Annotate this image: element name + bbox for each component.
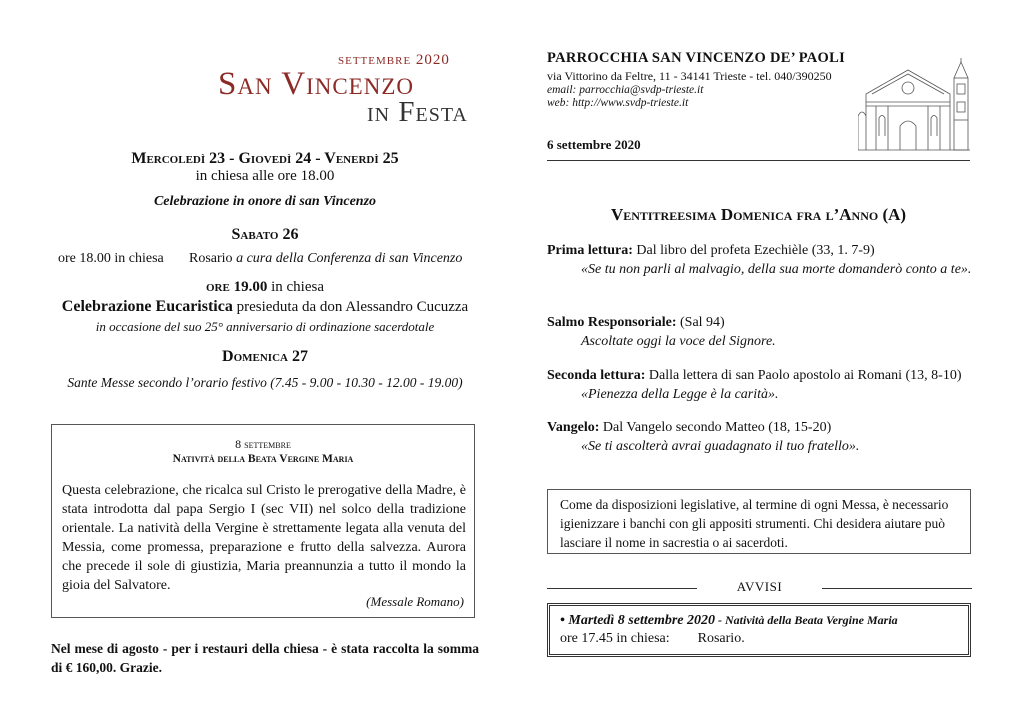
avviso-title <box>560 611 958 630</box>
gospel-label: Vangelo: <box>547 420 600 435</box>
avviso-event-title: - Natività della Beata Vergine Maria <box>715 613 898 627</box>
second-reading-quote: «Pienezza della Legge è la carità». <box>581 387 779 402</box>
ore-time: 19.00 <box>233 279 268 295</box>
parish-name: PARROCCHIA SAN VINCENZO DE’ PAOLI <box>547 50 846 66</box>
ore-label: ore <box>206 279 230 295</box>
avvisi-heading: AVVISI <box>736 579 783 594</box>
nativity-body: Questa celebrazione, che ricalca sul Cristo le prerogative della Madre, è stata introdotta dal papa Sergio I (sec VII) nel solco della tradizione orientale. La natività della Vergine è strettamente legata alla venuta del Messia, come promessa, preparazione e frutto della salvezza. Aurora che precede il sole di giustizia, Maria preannunzia a tutto il mondo la gioia del Salvatore. <box>62 483 466 593</box>
bulletin-date: 6 settembre 2020 <box>547 137 641 152</box>
second-reading-text: Dalla lettera di san Paolo apostolo ai Romani (13, 8-10) <box>648 368 962 383</box>
gospel <box>547 418 977 456</box>
event-days: Mercoledì 23 - Giovedì 24 - Venerdì 25 <box>131 150 399 167</box>
parish-address: via Vittorino da Feltre, 11 - 34141 Trieste - tel. 040/390250 <box>547 69 832 83</box>
nativity-box <box>51 424 475 618</box>
festival-title: San Vincenzo <box>218 66 414 102</box>
mass-time <box>50 279 480 296</box>
eucharist-title: Celebrazione Eucaristica <box>61 298 233 315</box>
second-reading-label: Seconda lettura: <box>547 368 646 383</box>
august-note: Nel mese di agosto - per i restauri della chiesa - è stata raccolta la somma di € 160,00. Grazie. <box>51 641 479 675</box>
anniversary-note: in occasione del suo 25° anniversario di ordinazione sacerdotale <box>95 319 435 334</box>
nativity-source: (Messale Romano) <box>366 594 464 609</box>
psalm <box>547 313 977 351</box>
rosary-label: Rosario <box>189 251 233 266</box>
festival-subtitle: in Festa <box>367 96 468 128</box>
sunday-masses: Sante Messe secondo l’orario festivo (7.45 - 9.00 - 10.30 - 12.00 - 19.00) <box>67 375 463 390</box>
nativity-title: Natività della Beata Vergine Maria <box>172 453 354 465</box>
psalm-quote: Ascoltate oggi la voce del Signore. <box>581 334 776 349</box>
parish-email[interactable]: email: parrocchia@svdp-trieste.it <box>547 84 704 96</box>
avviso-date: • Martedì 8 settembre 2020 <box>560 613 715 628</box>
sunday-heading: Domenica 27 <box>222 348 308 365</box>
event-time: in chiesa alle ore 18.00 <box>195 168 335 184</box>
parish-web[interactable]: web: http://www.svdp-trieste.it <box>547 97 689 109</box>
saturday-rosary <box>189 251 462 267</box>
saturday-heading: Sabato 26 <box>231 226 299 243</box>
avviso-time: ore 17.45 in chiesa: <box>560 631 670 646</box>
eucharist-by: presieduta da don Alessandro Cucuzza <box>236 299 469 315</box>
avviso-details <box>560 630 958 648</box>
event-celebration: Celebrazione in onore di san Vincenzo <box>153 194 377 209</box>
festival-month: settembre 2020 <box>338 52 450 68</box>
psalm-text: (Sal 94) <box>680 315 725 330</box>
nativity-date: 8 settembre <box>235 437 291 451</box>
avviso-event: Rosario. <box>697 631 745 646</box>
church-icon <box>858 56 976 152</box>
sanitize-notice: Come da disposizioni legislative, al termine di ogni Messa, è necessario igienizzare i banchi con gli appositi strumenti. Chi desidera aiutare può lasciare il nome in sacrestia o ai sacerdoti. <box>547 489 971 554</box>
avvisi-divider-right <box>822 588 972 589</box>
psalm-label: Salmo Responsoriale: <box>547 315 677 330</box>
avvisi-box <box>547 603 971 657</box>
rosary-note: a cura della Conferenza di san Vincenzo <box>236 251 463 266</box>
gospel-quote: «Se ti ascolterà avrai guadagnato il tuo fratello». <box>581 439 860 454</box>
eucharist-line <box>50 298 480 316</box>
first-reading-quote: «Se tu non parli al malvagio, della sua morte domanderò conto a te». <box>581 262 972 277</box>
saturday-time: ore 18.00 in chiesa <box>58 251 164 266</box>
second-reading <box>547 366 977 404</box>
header-divider <box>547 160 970 161</box>
ore-place: in chiesa <box>271 279 324 295</box>
avvisi-divider-left <box>547 588 697 589</box>
gospel-text: Dal Vangelo secondo Matteo (18, 15-20) <box>602 420 832 435</box>
first-reading <box>547 241 977 279</box>
sunday-title: Ventitreesima Domenica fra l’Anno (A) <box>610 205 907 224</box>
first-reading-text: Dal libro del profeta Ezechièle (33, 1. 7-9) <box>636 243 875 258</box>
first-reading-label: Prima lettura: <box>547 243 633 258</box>
